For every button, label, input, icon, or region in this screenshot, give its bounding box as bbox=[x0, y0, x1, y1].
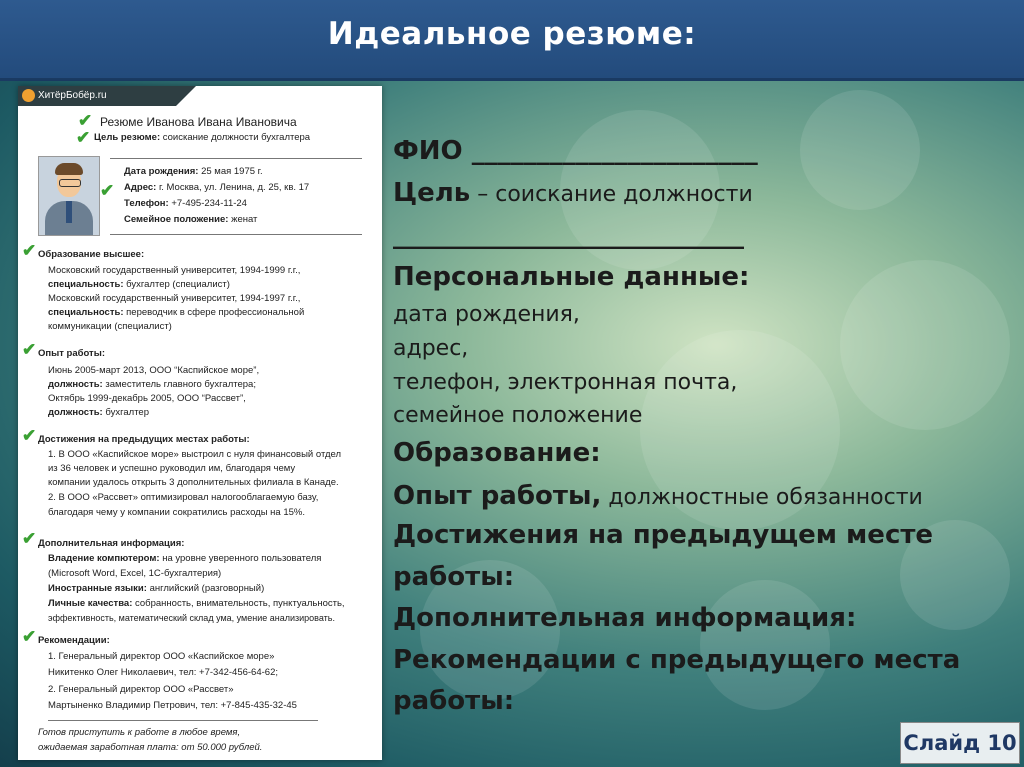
slide-header bbox=[0, 0, 1024, 81]
recommendations-heading: Рекомендации с предыдущего места bbox=[393, 645, 961, 675]
personal-item: адрес, bbox=[393, 336, 469, 361]
resume-document bbox=[18, 86, 382, 760]
goal-line: Цель – соискание должности bbox=[393, 178, 753, 208]
experience-title: Опыт работы: bbox=[38, 348, 105, 359]
education-title: Образование высшее: bbox=[38, 249, 145, 260]
resume-goal: Цель резюме: соискание должности бухгалтера bbox=[94, 132, 311, 143]
checkmark-icon: ✔ bbox=[22, 340, 37, 359]
additional-line: эффективность, математический склад ума, умение анализировать. bbox=[48, 613, 335, 623]
slide-title: Идеальное резюме: bbox=[327, 16, 697, 52]
recommendation-line: 2. Генеральный директор ООО «Рассвет» bbox=[48, 684, 234, 695]
checkmark-icon: ✔ bbox=[76, 128, 91, 147]
personal-item: дата рождения, bbox=[393, 302, 580, 327]
personal-data-heading: Персональные данные: bbox=[393, 262, 750, 292]
divider bbox=[110, 234, 362, 235]
education-line: коммуникации (специалист) bbox=[48, 321, 172, 332]
personal-item: семейное положение bbox=[393, 403, 643, 428]
avatar bbox=[38, 156, 100, 236]
beaver-logo-icon bbox=[22, 89, 35, 102]
recommendation-line: Мартыненко Владимир Петрович, тел: +7-845-435-32-45 bbox=[48, 700, 297, 711]
additional-line: (Microsoft Word, Exсel, 1С-бухгалтерия) bbox=[48, 568, 222, 579]
address: Адрес: г. Москва, ул. Ленина, д. 25, кв. 17 bbox=[124, 182, 310, 193]
achievement-line: из 36 человек и успешно руководил им, благодаря чему bbox=[48, 463, 296, 474]
achievements-heading-cont: работы: bbox=[393, 562, 515, 592]
additional-title: Дополнительная информация: bbox=[38, 538, 185, 549]
recommendations-heading-cont: работы: bbox=[393, 686, 515, 716]
recommendation-line: Никитенко Олег Николаевич, тел: +7-342-456-64-62; bbox=[48, 667, 278, 678]
experience-line: должность: заместитель главного бухгалтера; bbox=[48, 379, 256, 390]
resume-name: Резюме Иванова Ивана Ивановича bbox=[100, 115, 297, 129]
achievement-line: 2. В ООО «Рассвет» оптимизировал налогооблагаемую базу, bbox=[48, 492, 319, 503]
achievement-line: благодаря чему у компании сократились расходы на 15%. bbox=[48, 507, 305, 518]
additional-line: Иностранные языки: английский (разговорный) bbox=[48, 583, 265, 594]
checkmark-icon: ✔ bbox=[22, 627, 37, 646]
recommendations-title: Рекомендации: bbox=[38, 635, 110, 646]
education-line: специальность: переводчик в сфере профессиональной bbox=[48, 307, 305, 318]
personal-item: телефон, электронная почта, bbox=[393, 370, 738, 395]
footer-note: Готов приступить к работе в любое время, bbox=[38, 727, 241, 738]
phone: Телефон: +7-495-234-11-24 bbox=[124, 198, 247, 209]
checkmark-icon: ✔ bbox=[22, 241, 37, 260]
education-line: специальность: бухгалтер (специалист) bbox=[48, 279, 230, 290]
education-line: Московский государственный университет, 1994-1997 г.г., bbox=[48, 293, 301, 304]
experience-heading: Опыт работы, должностные обязанности bbox=[393, 481, 923, 511]
site-logo bbox=[18, 86, 176, 106]
slide-number: Слайд 10 bbox=[900, 722, 1020, 764]
recommendation-line: 1. Генеральный директор ООО «Каспийское море» bbox=[48, 651, 275, 662]
checkmark-icon: ✔ bbox=[22, 426, 37, 445]
birth-date: Дата рождения: 25 мая 1975 г. bbox=[124, 166, 263, 177]
checkmark-icon: ✔ bbox=[22, 529, 37, 548]
experience-line: Октябрь 1999-декабрь 2005, ООО “Рассвет”, bbox=[48, 393, 246, 404]
divider bbox=[110, 158, 362, 159]
checkmark-icon: ✔ bbox=[78, 111, 93, 130]
divider bbox=[48, 720, 318, 721]
achievement-line: 1. В ООО «Каспийское море» выстроил с нуля финансовый отдел bbox=[48, 449, 342, 460]
experience-line: должность: бухгалтер bbox=[48, 407, 150, 418]
achievements-title: Достижения на предыдущих местах работы: bbox=[38, 434, 250, 445]
footer-note: ожидаемая заработная плата: от 50.000 рублей. bbox=[38, 742, 263, 753]
goal-blank-line: ___________________________ bbox=[393, 220, 744, 250]
achievement-line: компании удалось открыть 3 дополнительных филиала в Канаде. bbox=[48, 477, 339, 488]
family-status: Семейное положение: женат bbox=[124, 214, 258, 225]
logo-text: ХитёрБобёр.ru bbox=[38, 90, 107, 101]
logo-ribbon-tail bbox=[176, 86, 196, 106]
additional-line: Владение компютером: на уровне уверенного пользователя bbox=[48, 553, 322, 564]
education-heading: Образование: bbox=[393, 438, 601, 468]
bokeh-circle bbox=[800, 90, 920, 210]
additional-heading: Дополнительная информация: bbox=[393, 603, 857, 633]
bokeh-circle bbox=[840, 260, 1010, 430]
achievements-heading: Достижения на предыдущем месте bbox=[393, 520, 934, 550]
fio-line: ФИО ______________________ bbox=[393, 136, 758, 166]
additional-line: Личные качества: собранность, внимательность, пунктуальность, bbox=[48, 598, 345, 609]
education-line: Московский государственный университет, 1994-1999 г.г., bbox=[48, 265, 301, 276]
experience-line: Июнь 2005-март 2013, ООО “Каспийское море”, bbox=[48, 365, 260, 376]
checkmark-icon: ✔ bbox=[100, 181, 115, 200]
